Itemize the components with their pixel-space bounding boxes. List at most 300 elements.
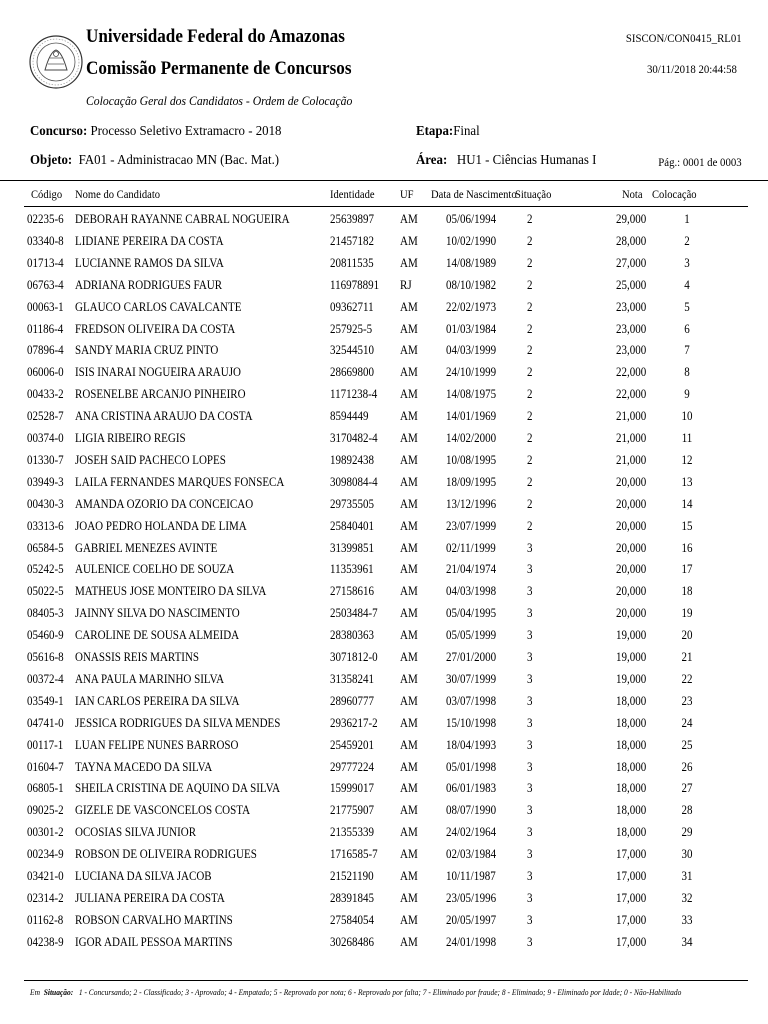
- table-row: [0, 865, 768, 887]
- cell-nome: IGOR ADAIL PESSOA MARTINS: [75, 934, 233, 949]
- cell-nota: 20,000: [616, 496, 647, 511]
- cell-situacao: 2: [527, 321, 533, 336]
- cell-situacao: 3: [527, 912, 533, 927]
- cell-codigo: 01604-7: [27, 759, 64, 774]
- cell-nome: JOAO PEDRO HOLANDA DE LIMA: [75, 518, 247, 533]
- cell-nome: LIGIA RIBEIRO REGIS: [75, 431, 186, 445]
- cell-nome: TAYNA MACEDO DA SILVA: [75, 759, 213, 774]
- cell-colocacao: 31: [681, 869, 693, 883]
- cell-uf: AM: [400, 584, 418, 599]
- cell-nome: LAILA FERNANDES MARQUES FONSECA: [75, 474, 285, 489]
- cell-situacao: 3: [527, 869, 533, 883]
- cell-nome: JULIANA PEREIRA DA COSTA: [75, 890, 225, 905]
- cell-uf: AM: [400, 212, 418, 226]
- cell-colocacao: 6: [684, 321, 690, 336]
- cell-identidade: 21775907: [330, 803, 374, 818]
- table-row: [0, 843, 768, 865]
- cell-nome: ROBSON DE OLIVEIRA RODRIGUES: [75, 847, 257, 862]
- cell-codigo: 03421-0: [27, 869, 64, 883]
- cell-nome: DEBORAH RAYANNE CABRAL NOGUEIRA: [75, 212, 290, 226]
- cell-colocacao: 13: [681, 474, 693, 489]
- cell-identidade: 25459201: [330, 737, 374, 752]
- cell-identidade: 31358241: [330, 671, 374, 686]
- cell-colocacao: 29: [681, 825, 693, 840]
- cell-identidade: 27158616: [330, 584, 374, 599]
- cell-nome: SANDY MARIA CRUZ PINTO: [75, 343, 219, 358]
- cell-situacao: 2: [527, 299, 533, 314]
- cell-nascimento: 05/04/1995: [446, 606, 497, 621]
- cell-codigo: 02528-7: [27, 409, 64, 424]
- cell-identidade: 28960777: [330, 693, 374, 708]
- cell-situacao: 3: [527, 628, 533, 643]
- cell-nascimento: 14/02/2000: [446, 431, 497, 445]
- cell-codigo: 05460-9: [27, 628, 64, 643]
- cell-situacao: 2: [527, 255, 533, 270]
- cell-uf: RJ: [400, 277, 412, 292]
- cell-codigo: 05242-5: [27, 562, 64, 577]
- cell-identidade: 09362711: [330, 299, 374, 314]
- cell-situacao: 2: [527, 387, 533, 402]
- cell-colocacao: 20: [681, 628, 693, 643]
- cell-nota: 20,000: [616, 474, 647, 489]
- table-row: [0, 252, 768, 274]
- cell-nota: 20,000: [616, 518, 647, 533]
- cell-nota: 18,000: [616, 803, 647, 818]
- cell-uf: AM: [400, 628, 418, 643]
- cell-nome: JAINNY SILVA DO NASCIMENTO: [75, 606, 240, 621]
- table-row: [0, 712, 768, 734]
- cell-situacao: 2: [527, 431, 533, 445]
- cell-nota: 19,000: [616, 650, 647, 664]
- header-situacao: Situação: [515, 187, 552, 201]
- legend-text: 1 - Concursando; 2 - Classificado; 3 - Aprovado; 4 - Empatado; 5 - Reprovado por nota; 6 - Reprovado por falta; 7 - Eliminado por fraude; 8 - Eliminado; 9 - Eliminado por Idade; 0 - Não-Habilitado: [78, 987, 682, 997]
- cell-codigo: 00374-0: [27, 431, 64, 445]
- table-row: [0, 821, 768, 843]
- situacao-legend: [30, 987, 681, 997]
- cell-colocacao: 5: [684, 299, 690, 314]
- cell-situacao: 2: [527, 212, 533, 226]
- cell-uf: AM: [400, 781, 418, 796]
- cell-codigo: 08405-3: [27, 606, 64, 621]
- cell-nascimento: 04/03/1998: [446, 584, 497, 599]
- cell-nascimento: 18/09/1995: [446, 474, 497, 489]
- cell-nascimento: 04/03/1999: [446, 343, 497, 358]
- table-header: [0, 187, 768, 205]
- table-row: [0, 799, 768, 821]
- cell-nascimento: 06/01/1983: [446, 781, 497, 796]
- cell-nome: LIDIANE PEREIRA DA COSTA: [75, 233, 224, 248]
- cell-colocacao: 26: [681, 759, 693, 774]
- concurso-label: Concurso:: [30, 124, 88, 139]
- cell-nota: 20,000: [616, 540, 647, 555]
- cell-colocacao: 3: [684, 255, 690, 270]
- report-datetime: 30/11/2018 20:44:58: [647, 62, 737, 76]
- table-row: [0, 909, 768, 931]
- table-row: [0, 668, 768, 690]
- cell-uf: AM: [400, 803, 418, 818]
- concurso-value: Processo Seletivo Extramacro - 2018: [90, 124, 282, 139]
- cell-nascimento: 01/03/1984: [446, 321, 497, 336]
- cell-colocacao: 2: [684, 233, 690, 248]
- cell-situacao: 2: [527, 518, 533, 533]
- cell-nascimento: 23/05/1996: [446, 890, 497, 905]
- cell-nome: ISIS INARAI NOGUEIRA ARAUJO: [75, 365, 241, 380]
- cell-nome: GLAUCO CARLOS CAVALCANTE: [75, 299, 242, 314]
- cell-colocacao: 14: [681, 496, 693, 511]
- cell-colocacao: 12: [681, 452, 693, 467]
- cell-situacao: 2: [527, 496, 533, 511]
- table-row: [0, 361, 768, 383]
- report-subtitle: Colocação Geral dos Candidatos - Ordem de Colocação: [86, 93, 353, 108]
- cell-situacao: 3: [527, 781, 533, 796]
- cell-codigo: 05022-5: [27, 584, 64, 599]
- cell-identidade: 27584054: [330, 912, 374, 927]
- header-colocacao: Colocação: [652, 187, 697, 201]
- cell-identidade: 3071812-0: [330, 650, 378, 664]
- cell-nota: 18,000: [616, 781, 647, 796]
- cell-identidade: 25840401: [330, 518, 374, 533]
- table-row: [0, 734, 768, 756]
- cell-colocacao: 17: [681, 562, 693, 577]
- table-row: [0, 624, 768, 646]
- cell-identidade: 1716585-7: [330, 847, 378, 862]
- cell-situacao: 3: [527, 759, 533, 774]
- cell-nascimento: 20/05/1997: [446, 912, 497, 927]
- cell-colocacao: 4: [684, 277, 690, 292]
- cell-situacao: 2: [527, 233, 533, 248]
- cell-uf: AM: [400, 496, 418, 511]
- table-row: [0, 274, 768, 296]
- cell-nascimento: 23/07/1999: [446, 518, 497, 533]
- table-row: [0, 427, 768, 449]
- cell-nome: LUCIANA DA SILVA JACOB: [75, 869, 212, 883]
- cell-uf: AM: [400, 650, 418, 664]
- cell-situacao: 2: [527, 343, 533, 358]
- cell-colocacao: 30: [681, 847, 693, 862]
- cell-uf: AM: [400, 321, 418, 336]
- header-divider: [0, 180, 768, 181]
- table-row: [0, 318, 768, 340]
- cell-nota: 18,000: [616, 825, 647, 840]
- cell-situacao: 3: [527, 825, 533, 840]
- table-row: [0, 931, 768, 953]
- cell-nota: 23,000: [616, 343, 647, 358]
- cell-situacao: 3: [527, 934, 533, 949]
- commission-name: Comissão Permanente de Concursos: [86, 58, 352, 79]
- cell-colocacao: 8: [684, 365, 690, 380]
- cell-colocacao: 15: [681, 518, 693, 533]
- cell-identidade: 31399851: [330, 540, 374, 555]
- cell-codigo: 04741-0: [27, 715, 64, 730]
- cell-nascimento: 21/04/1974: [446, 562, 497, 577]
- table-row: [0, 580, 768, 602]
- cell-nota: 21,000: [616, 431, 647, 445]
- cell-uf: AM: [400, 474, 418, 489]
- cell-identidade: 28669800: [330, 365, 374, 380]
- cell-nota: 18,000: [616, 737, 647, 752]
- cell-nascimento: 27/01/2000: [446, 650, 497, 664]
- cell-uf: AM: [400, 233, 418, 248]
- area-field: [416, 153, 596, 169]
- cell-uf: AM: [400, 606, 418, 621]
- cell-nascimento: 22/02/1973: [446, 299, 497, 314]
- cell-colocacao: 33: [681, 912, 693, 927]
- table-row: [0, 230, 768, 252]
- page-number: Pág.: 0001 de 0003: [658, 155, 742, 169]
- cell-nota: 21,000: [616, 452, 647, 467]
- cell-nascimento: 10/02/1990: [446, 233, 497, 248]
- cell-nascimento: 24/10/1999: [446, 365, 497, 380]
- cell-codigo: 01162-8: [27, 912, 64, 927]
- cell-uf: AM: [400, 934, 418, 949]
- cell-nascimento: 30/07/1999: [446, 671, 497, 686]
- footer-divider: [24, 980, 748, 981]
- cell-uf: AM: [400, 737, 418, 752]
- table-row: [0, 339, 768, 361]
- cell-uf: AM: [400, 671, 418, 686]
- cell-nascimento: 02/03/1984: [446, 847, 497, 862]
- header-codigo: Código: [31, 187, 63, 201]
- cell-colocacao: 16: [681, 540, 693, 555]
- cell-uf: AM: [400, 562, 418, 577]
- cell-nota: 18,000: [616, 759, 647, 774]
- cell-codigo: 03313-6: [27, 518, 64, 533]
- cell-nota: 28,000: [616, 233, 647, 248]
- cell-codigo: 03340-8: [27, 233, 64, 248]
- cell-uf: AM: [400, 387, 418, 402]
- cell-situacao: 3: [527, 847, 533, 862]
- cell-nota: 17,000: [616, 847, 647, 862]
- cell-codigo: 00301-2: [27, 825, 64, 840]
- cell-identidade: 2936217-2: [330, 715, 378, 730]
- table-row: [0, 646, 768, 668]
- table-row: [0, 405, 768, 427]
- cell-colocacao: 21: [681, 650, 693, 664]
- cell-nascimento: 10/08/1995: [446, 452, 497, 467]
- legend-label: Situação:: [43, 987, 74, 997]
- cell-nome: CAROLINE DE SOUSA ALMEIDA: [75, 628, 240, 643]
- cell-codigo: 06805-1: [27, 781, 64, 796]
- cell-nome: GABRIEL MENEZES AVINTE: [75, 540, 218, 555]
- cell-nome: GIZELE DE VASCONCELOS COSTA: [75, 803, 251, 818]
- cell-uf: AM: [400, 869, 418, 883]
- cell-situacao: 2: [527, 277, 533, 292]
- cell-codigo: 00430-3: [27, 496, 64, 511]
- cell-colocacao: 10: [681, 409, 693, 424]
- area-value: HU1 - Ciências Humanas I: [456, 153, 597, 168]
- cell-colocacao: 25: [681, 737, 693, 752]
- cell-situacao: 2: [527, 474, 533, 489]
- cell-nascimento: 14/08/1989: [446, 255, 497, 270]
- cell-colocacao: 7: [684, 343, 690, 358]
- header-identidade: Identidade: [330, 187, 375, 201]
- cell-nota: 19,000: [616, 628, 647, 643]
- cell-colocacao: 19: [681, 606, 693, 621]
- cell-identidade: 116978891: [330, 277, 380, 292]
- etapa-label: Etapa:: [416, 124, 454, 139]
- objeto-value: FA01 - Administracao MN (Bac. Mat.): [78, 153, 280, 168]
- cell-colocacao: 22: [681, 671, 693, 686]
- objeto-field: [30, 153, 279, 169]
- cell-colocacao: 34: [681, 934, 693, 949]
- cell-colocacao: 11: [681, 431, 693, 445]
- cell-situacao: 2: [527, 409, 533, 424]
- cell-situacao: 3: [527, 737, 533, 752]
- cell-nascimento: 05/05/1999: [446, 628, 497, 643]
- cell-codigo: 01713-4: [27, 255, 64, 270]
- cell-situacao: 3: [527, 606, 533, 621]
- cell-codigo: 00433-2: [27, 387, 64, 402]
- cell-uf: AM: [400, 759, 418, 774]
- etapa-field: [416, 124, 480, 140]
- cell-uf: AM: [400, 693, 418, 708]
- cell-nota: 20,000: [616, 562, 647, 577]
- cell-colocacao: 18: [681, 584, 693, 599]
- cell-uf: AM: [400, 847, 418, 862]
- table-row: [0, 515, 768, 537]
- cell-nome: JESSICA RODRIGUES DA SILVA MENDES: [75, 715, 281, 730]
- cell-situacao: 3: [527, 715, 533, 730]
- legend-prefix: Em: [30, 987, 40, 997]
- cell-nascimento: 10/11/1987: [446, 869, 496, 883]
- cell-nome: ROSENELBE ARCANJO PINHEIRO: [75, 387, 246, 402]
- cell-nome: JOSEH SAID PACHECO LOPES: [75, 452, 226, 467]
- cell-codigo: 02235-6: [27, 212, 64, 226]
- cell-identidade: 257925-5: [330, 321, 373, 336]
- cell-nota: 17,000: [616, 912, 647, 927]
- table-row: [0, 887, 768, 909]
- cell-codigo: 00234-9: [27, 847, 64, 862]
- cell-nota: 27,000: [616, 255, 647, 270]
- cell-uf: AM: [400, 518, 418, 533]
- cell-nota: 18,000: [616, 693, 647, 708]
- cell-situacao: 3: [527, 890, 533, 905]
- cell-uf: AM: [400, 715, 418, 730]
- header-nascimento: Data de Nascimento: [431, 187, 517, 201]
- cell-identidade: 21457182: [330, 233, 374, 248]
- cell-nascimento: 08/10/1982: [446, 277, 497, 292]
- cell-nota: 25,000: [616, 277, 647, 292]
- cell-identidade: 3098084-4: [330, 474, 378, 489]
- table-row: [0, 690, 768, 712]
- cell-identidade: 21521190: [330, 869, 374, 883]
- university-seal-logo: [28, 20, 84, 104]
- cell-colocacao: 9: [684, 387, 690, 402]
- cell-codigo: 09025-2: [27, 803, 64, 818]
- cell-nome: FREDSON OLIVEIRA DA COSTA: [75, 321, 236, 336]
- cell-nota: 18,000: [616, 715, 647, 730]
- cell-colocacao: 23: [681, 693, 693, 708]
- cell-nascimento: 14/08/1975: [446, 387, 497, 402]
- cell-nome: MATHEUS JOSE MONTEIRO DA SILVA: [75, 584, 267, 599]
- cell-nascimento: 18/04/1993: [446, 737, 497, 752]
- cell-nome: ONASSIS REIS MARTINS: [75, 650, 200, 664]
- university-name: Universidade Federal do Amazonas: [86, 26, 345, 47]
- cell-nota: 23,000: [616, 321, 647, 336]
- cell-nascimento: 08/07/1990: [446, 803, 497, 818]
- table-row: [0, 602, 768, 624]
- cell-uf: AM: [400, 540, 418, 555]
- cell-identidade: 15999017: [330, 781, 374, 796]
- cell-codigo: 06584-5: [27, 540, 64, 555]
- cell-nome: AULENICE COELHO DE SOUZA: [75, 562, 235, 577]
- cell-nome: LUAN FELIPE NUNES BARROSO: [75, 737, 239, 752]
- cell-situacao: 2: [527, 452, 533, 467]
- etapa-value: Final: [453, 124, 480, 139]
- table-row: [0, 537, 768, 559]
- cell-identidade: 29735505: [330, 496, 374, 511]
- cell-situacao: 3: [527, 693, 533, 708]
- cell-nome: IAN CARLOS PEREIRA DA SILVA: [75, 693, 240, 708]
- cell-situacao: 3: [527, 803, 533, 818]
- cell-codigo: 01330-7: [27, 452, 64, 467]
- cell-identidade: 28391845: [330, 890, 374, 905]
- cell-identidade: 8594449: [330, 409, 369, 424]
- cell-identidade: 25639897: [330, 212, 374, 226]
- cell-nota: 17,000: [616, 869, 647, 883]
- cell-uf: AM: [400, 912, 418, 927]
- cell-identidade: 19892438: [330, 452, 374, 467]
- table-row: [0, 208, 768, 230]
- table-row: [0, 558, 768, 580]
- table-row: [0, 296, 768, 318]
- cell-codigo: 06763-4: [27, 277, 64, 292]
- cell-identidade: 28380363: [330, 628, 374, 643]
- cell-situacao: 3: [527, 650, 533, 664]
- cell-nascimento: 13/12/1996: [446, 496, 497, 511]
- cell-colocacao: 28: [681, 803, 693, 818]
- cell-nota: 17,000: [616, 890, 647, 905]
- cell-colocacao: 27: [681, 781, 693, 796]
- cell-situacao: 3: [527, 584, 533, 599]
- system-id: SISCON/CON0415_RL01: [626, 31, 742, 45]
- cell-codigo: 06006-0: [27, 365, 64, 380]
- cell-uf: AM: [400, 825, 418, 840]
- cell-codigo: 01186-4: [27, 321, 64, 336]
- cell-colocacao: 32: [681, 890, 693, 905]
- cell-codigo: 03549-1: [27, 693, 64, 708]
- cell-situacao: 3: [527, 562, 533, 577]
- cell-nota: 19,000: [616, 671, 647, 686]
- cell-nome: SHEILA CRISTINA DE AQUINO DA SILVA: [75, 781, 281, 796]
- cell-uf: AM: [400, 343, 418, 358]
- table-row: [0, 493, 768, 515]
- cell-nome: LUCIANNE RAMOS DA SILVA: [75, 255, 224, 270]
- cell-identidade: 32544510: [330, 343, 374, 358]
- cell-codigo: 03949-3: [27, 474, 64, 489]
- cell-identidade: 21355339: [330, 825, 374, 840]
- cell-uf: AM: [400, 409, 418, 424]
- cell-nota: 17,000: [616, 934, 647, 949]
- cell-uf: AM: [400, 452, 418, 467]
- table-row: [0, 471, 768, 493]
- cell-codigo: 04238-9: [27, 934, 64, 949]
- cell-colocacao: 24: [681, 715, 693, 730]
- cell-nascimento: 24/01/1998: [446, 934, 497, 949]
- cell-uf: AM: [400, 431, 418, 445]
- cell-codigo: 00117-1: [27, 737, 64, 752]
- header-uf: UF: [400, 187, 414, 201]
- cell-nome: OCOSIAS SILVA JUNIOR: [75, 825, 197, 840]
- cell-identidade: 3170482-4: [330, 431, 378, 445]
- area-label: Área:: [416, 153, 448, 168]
- cell-nome: AMANDA OZORIO DA CONCEICAO: [75, 496, 254, 511]
- cell-nome: ANA CRISTINA ARAUJO DA COSTA: [75, 409, 253, 424]
- cell-nascimento: 05/06/1994: [446, 212, 497, 226]
- cell-nascimento: 03/07/1998: [446, 693, 497, 708]
- cell-situacao: 2: [527, 365, 533, 380]
- cell-nota: 20,000: [616, 584, 647, 599]
